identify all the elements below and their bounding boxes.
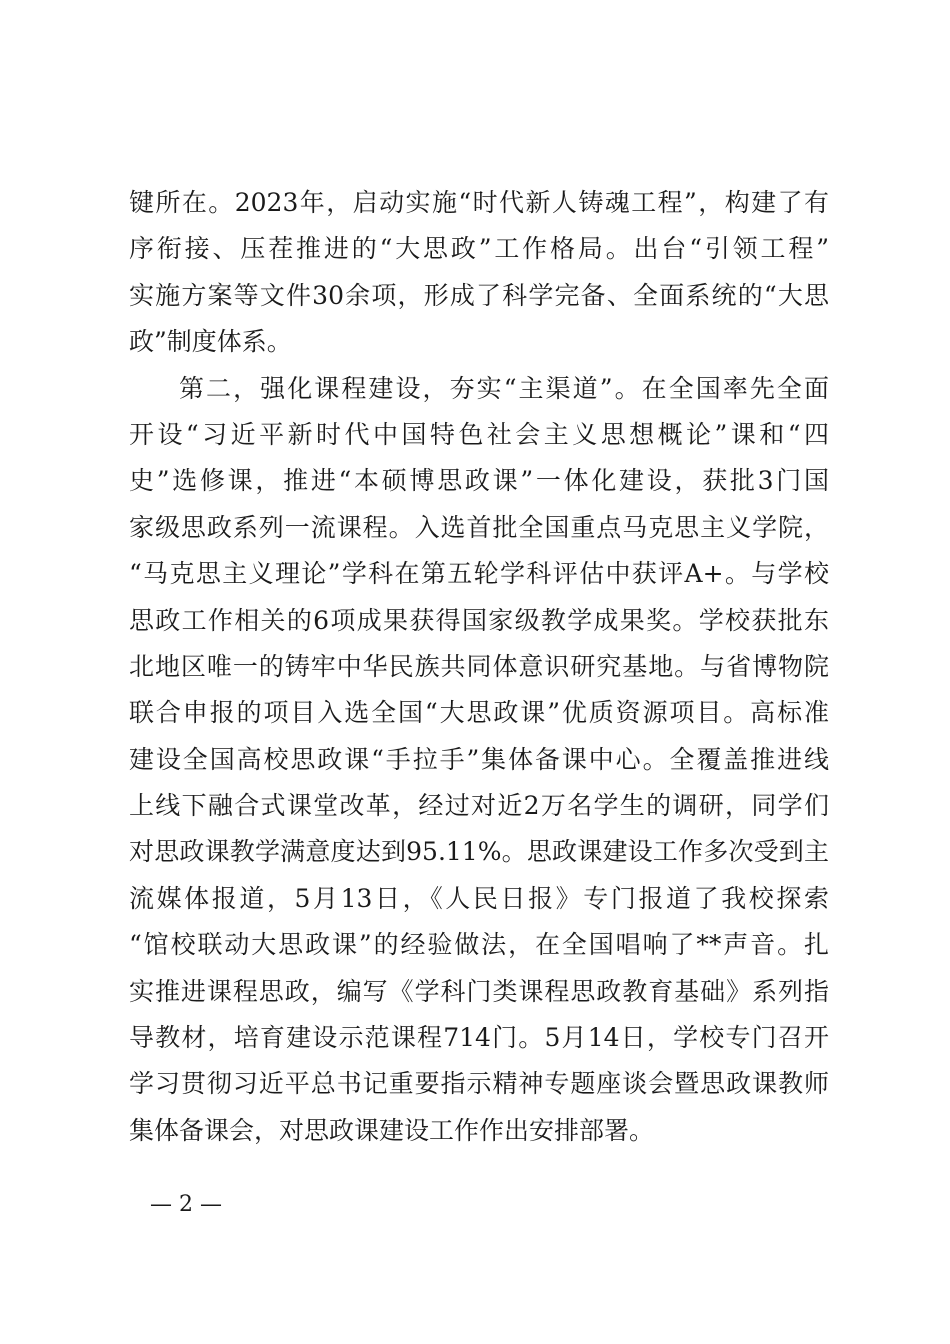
paragraph-2 bbox=[129, 366, 829, 1155]
paragraph-1 bbox=[129, 180, 829, 366]
body-text bbox=[129, 180, 829, 1154]
text-line: “马克思主义理论”学科在第五轮学科评估中获评A+。与学校 bbox=[129, 559, 829, 589]
text-line: 集体备课会，对思政课建设工作作出安排部署。 bbox=[129, 1115, 655, 1145]
text-line: 北地区唯一的铸牢中华民族共同体意识研究基地。与省博物院 bbox=[129, 651, 829, 681]
text-line: 实施方案等文件30余项，形成了科学完备、全面系统的“大思 bbox=[129, 280, 829, 310]
text-line: 联合申报的项目入选全国“大思政课”优质资源项目。高标准 bbox=[129, 698, 829, 728]
text-line: 建设全国高校思政课“手拉手”集体备课中心。全覆盖推进线 bbox=[129, 744, 829, 774]
text-line: 上线下融合式课堂改革，经过对近2万名学生的调研，同学们 bbox=[129, 791, 829, 821]
text-line: “馆校联动大思政课”的经验做法，在全国唱响了**声音。扎 bbox=[129, 930, 829, 960]
text-line: 家级思政系列一流课程。入选首批全国重点马克思主义学院， bbox=[129, 512, 829, 542]
text-line: 学习贯彻习近平总书记重要指示精神专题座谈会暨思政课教师 bbox=[129, 1069, 829, 1099]
text-line: 思政工作相关的6项成果获得国家级教学成果奖。学校获批东 bbox=[129, 605, 829, 635]
text-line: 政”制度体系。 bbox=[129, 327, 292, 357]
text-line: 对思政课教学满意度达到95.11%。思政课建设工作多次受到主 bbox=[129, 837, 829, 867]
text-line: 流媒体报道，5月13日，《人民日报》专门报道了我校探索 bbox=[129, 883, 829, 913]
text-line: 序衔接、压茬推进的“大思政”工作格局。出台“引领工程” bbox=[129, 234, 829, 264]
text-line: 第二，强化课程建设，夯实“主渠道”。在全国率先全面 bbox=[179, 373, 829, 403]
text-line: 键所在。2023年，启动实施“时代新人铸魂工程”，构建了有 bbox=[129, 188, 829, 217]
text-line: 实推进课程思政，编写《学科门类课程思政教育基础》系列指 bbox=[129, 976, 829, 1006]
page-number: — 2 — bbox=[150, 1192, 222, 1217]
text-line: 史”选修课，推进“本硕博思政课”一体化建设，获批3门国 bbox=[129, 466, 829, 496]
text-line: 开设“习近平新时代中国特色社会主义思想概论”课和“四 bbox=[129, 419, 829, 449]
text-line: 导教材，培育建设示范课程714门。5月14日，学校专门召开 bbox=[129, 1023, 829, 1053]
